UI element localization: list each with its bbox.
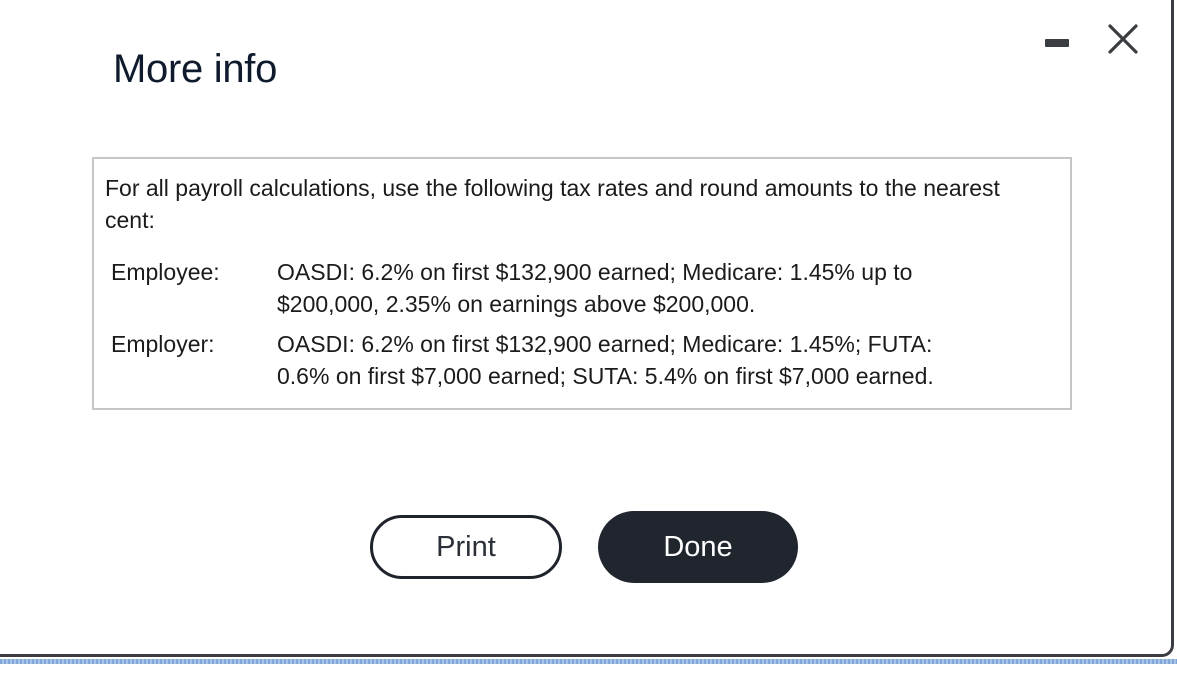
tax-rates-intro: For all payroll calculations, use the following tax rates and round amounts to the nearest cent: [105, 175, 1000, 233]
tax-rates-box [92, 157, 1072, 410]
print-button[interactable]: Print [370, 515, 562, 579]
employee-rates-text [277, 256, 1057, 320]
employee-rates-line-1: OASDI: 6.2% on first $132,900 earned; Medicare: 1.45% up to [277, 259, 913, 285]
employer-rates-line-2: 0.6% on first $7,000 earned; SUTA: 5.4% on first $7,000 earned. [277, 363, 934, 389]
minimize-icon [1045, 39, 1069, 47]
employer-label: Employer: [111, 331, 215, 357]
close-icon [1103, 22, 1143, 58]
employee-label: Employee: [111, 259, 220, 285]
employee-rates-line-2: $200,000, 2.35% on earnings above $200,000. [277, 291, 756, 317]
background-window-edge [0, 657, 1177, 676]
employer-rates-line-1: OASDI: 6.2% on first $132,900 earned; Medicare: 1.45%; FUTA: [277, 331, 933, 357]
employer-rates-text [277, 328, 1057, 392]
minimize-button[interactable] [1040, 33, 1074, 53]
close-button[interactable] [1103, 22, 1143, 58]
done-button[interactable]: Done [598, 511, 798, 583]
dialog-title: More info [113, 47, 278, 91]
